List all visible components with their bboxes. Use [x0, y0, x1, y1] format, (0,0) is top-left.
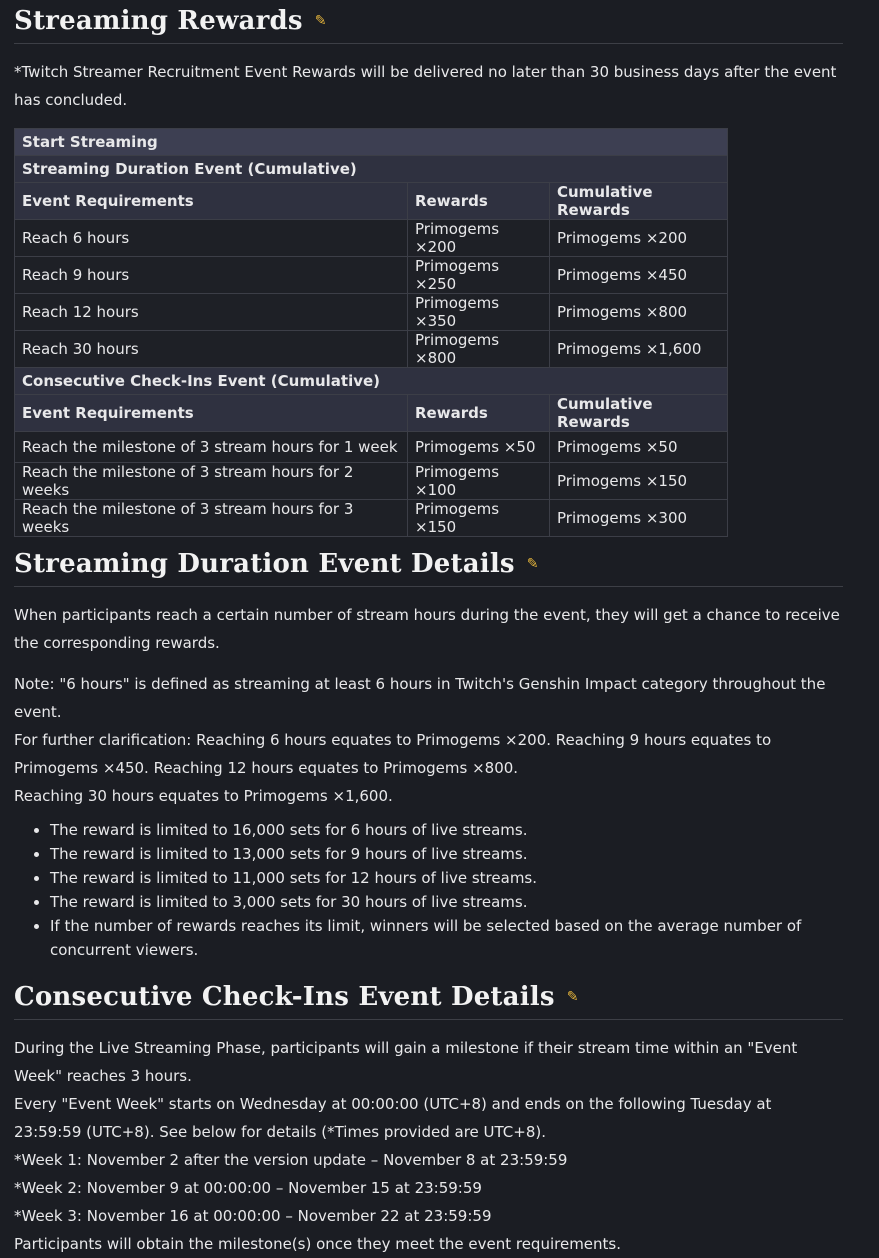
list-item: • The reward is limited to 3,000 sets for 30 hours of live streams. [50, 890, 843, 914]
table-title: Start Streaming [15, 129, 728, 156]
cell: Primogems ×200 [408, 220, 550, 257]
col-header-rewards: Rewards [408, 395, 550, 432]
checkin-subtitle: Consecutive Check-Ins Event (Cumulative) [15, 368, 728, 395]
list-item: • The reward is limited to 16,000 sets for 6 hours of live streams. [50, 818, 843, 842]
table-row [15, 294, 728, 331]
column-header-row [15, 395, 728, 432]
week-3: *Week 3: November 16 at 00:00:00 – November 22 at 23:59:59 [14, 1207, 492, 1225]
table-row [15, 331, 728, 368]
cell: Reach the milestone of 3 stream hours for 1 week [15, 432, 408, 463]
cell: Primogems ×450 [550, 257, 728, 294]
cell: Primogems ×100 [408, 463, 550, 500]
duration-clarification-30h: Reaching 30 hours equates to Primogems ×1,600. [14, 787, 393, 805]
week-2: *Week 2: November 9 at 00:00:00 – November 15 at 23:59:59 [14, 1179, 482, 1197]
pencil-icon[interactable]: ✎ [566, 989, 579, 1005]
list-item: • The reward is limited to 11,000 sets for 12 hours of live streams. [50, 866, 843, 890]
table-row [15, 432, 728, 463]
table-row [15, 220, 728, 257]
col-header-cumulative: Cumulative Rewards [550, 183, 728, 220]
cell: Primogems ×50 [408, 432, 550, 463]
table-row [15, 463, 728, 500]
reward-limits-list [14, 818, 843, 962]
section-heading-checkins-details [14, 976, 843, 1020]
cell: Reach the milestone of 3 stream hours for 3 weeks [15, 500, 408, 537]
column-header-row [15, 183, 728, 220]
cell: Primogems ×150 [550, 463, 728, 500]
cell: Reach 12 hours [15, 294, 408, 331]
week-1: *Week 1: November 2 after the version update – November 8 at 23:59:59 [14, 1151, 568, 1169]
cell: Primogems ×800 [408, 331, 550, 368]
cell: Reach 9 hours [15, 257, 408, 294]
section-heading-streaming-rewards [14, 0, 843, 44]
col-header-requirements: Event Requirements [15, 395, 408, 432]
pencil-icon[interactable]: ✎ [526, 556, 539, 572]
col-header-rewards: Rewards [408, 183, 550, 220]
checkins-line2: Every "Event Week" starts on Wednesday at 00:00:00 (UTC+8) and ends on the following Tuesday at 23:59:59 (UTC+8). See below for details (*Times provided are UTC+8). [14, 1095, 772, 1141]
duration-subtitle: Streaming Duration Event (Cumulative) [15, 156, 728, 183]
list-item: • The reward is limited to 13,000 sets for 9 hours of live streams. [50, 842, 843, 866]
duration-intro: When participants reach a certain number of stream hours during the event, they will get a chance to receive the corresponding rewards. [14, 606, 840, 652]
cell: Reach the milestone of 3 stream hours for 2 weeks [15, 463, 408, 500]
section-title: Consecutive Check-Ins Event Details [14, 982, 555, 1012]
section-title: Streaming Rewards [14, 6, 303, 36]
table-row [15, 500, 728, 537]
rewards-table [14, 128, 728, 537]
pencil-icon[interactable]: ✎ [314, 13, 327, 29]
cell: Primogems ×150 [408, 500, 550, 537]
cell: Primogems ×50 [550, 432, 728, 463]
cell: Primogems ×300 [550, 500, 728, 537]
cell: Primogems ×1,600 [550, 331, 728, 368]
delivery-note: *Twitch Streamer Recruitment Event Rewards will be delivered no later than 30 business days after the event has concluded. [14, 63, 837, 109]
cell: Primogems ×350 [408, 294, 550, 331]
col-header-cumulative: Cumulative Rewards [550, 395, 728, 432]
cell: Reach 6 hours [15, 220, 408, 257]
cell: Primogems ×200 [550, 220, 728, 257]
col-header-requirements: Event Requirements [15, 183, 408, 220]
cell: Reach 30 hours [15, 331, 408, 368]
cell: Primogems ×800 [550, 294, 728, 331]
list-item: • If the number of rewards reaches its limit, winners will be selected based on the average number of concurrent viewers. [50, 914, 843, 962]
section-title: Streaming Duration Event Details [14, 549, 515, 579]
table-row [15, 257, 728, 294]
duration-note: Note: "6 hours" is defined as streaming at least 6 hours in Twitch's Genshin Impact category throughout the event. [14, 675, 826, 721]
cell: Primogems ×250 [408, 257, 550, 294]
duration-clarification: For further clarification: Reaching 6 hours equates to Primogems ×200. Reaching 9 hours equates to Primogems ×450. Reaching 12 hours equates to Primogems ×800. [14, 731, 772, 777]
checkins-line3: Participants will obtain the milestone(s) once they meet the event requirements. [14, 1235, 622, 1253]
section-heading-duration-details [14, 543, 843, 587]
checkins-line1: During the Live Streaming Phase, participants will gain a milestone if their stream time within an "Event Week" reaches 3 hours. [14, 1039, 798, 1085]
